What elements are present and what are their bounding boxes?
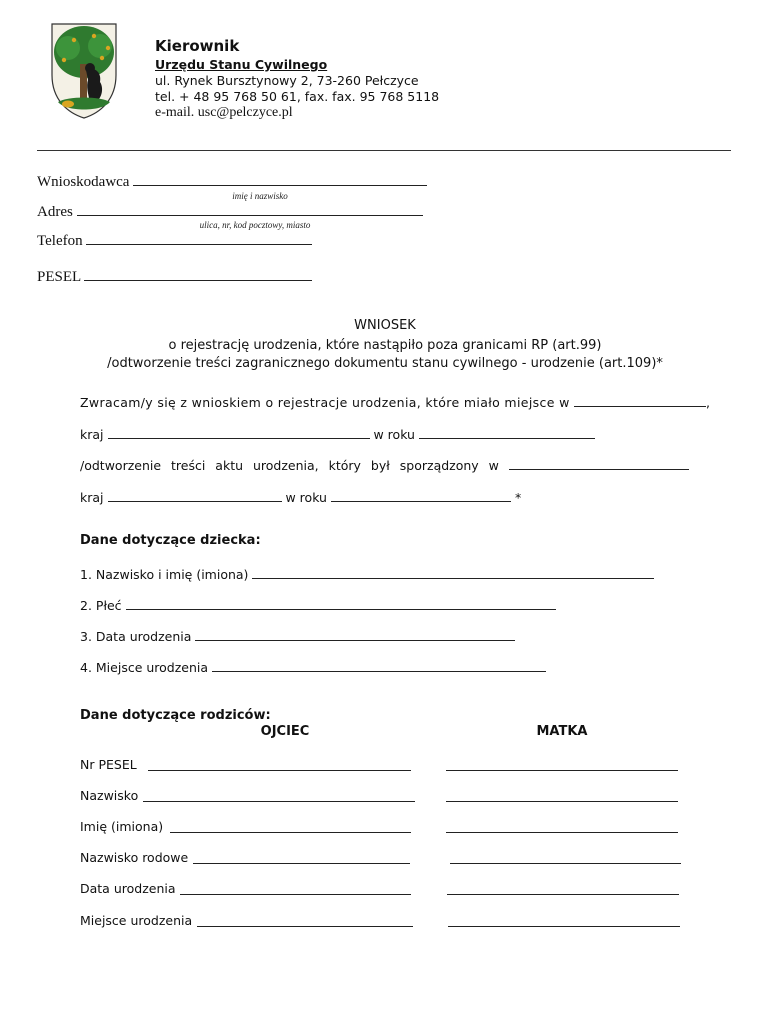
parent-field-label: Nazwisko rodowe [80,850,189,865]
country2-row [80,488,521,505]
child-field-row [80,596,556,613]
mother-field-input[interactable] [447,880,679,895]
mother-field-input[interactable] [448,912,680,927]
mother-column-header: MATKA [536,724,588,739]
year-field[interactable] [419,425,595,439]
mother-field-input[interactable] [450,849,681,864]
child-field-row [80,658,546,675]
child-field-input[interactable] [252,565,654,579]
country2-field[interactable] [108,488,282,502]
child-field-input[interactable] [195,627,515,641]
mother-field-input[interactable] [446,756,678,771]
restore-place-field[interactable] [509,456,689,470]
year-label: w roku [373,427,415,442]
country-label: kraj [80,427,104,442]
mother-field-input[interactable] [446,787,678,802]
applicant-phone-field[interactable] [86,231,312,245]
mother-field-input[interactable] [446,818,678,833]
request-text: Zwracam/y się z wnioskiem o rejestracje urodzenia, które miało miejsce w [80,395,570,410]
request-comma: , [706,395,711,410]
applicant-pesel-row [37,267,312,286]
asterisk-note: * [514,490,522,505]
request-place-field[interactable] [574,393,706,407]
parent-field-row [80,819,163,834]
applicant-phone-row [37,231,312,250]
header-divider [37,150,731,151]
applicant-pesel-label: PESEL [37,269,81,285]
child-field-label: 2. Płeć [80,598,122,613]
header-office: Urzędu Stanu Cywilnego [155,57,328,72]
header-title: Kierownik [155,37,240,55]
applicant-address-label: Adres [37,204,73,220]
applicant-name-caption: imię i nazwisko [232,191,288,201]
father-field-input[interactable] [143,787,415,802]
restore-text: /odtworzenie treści aktu urodzenia, który był sporządzony w [80,458,499,473]
header-phone: tel. + 48 95 768 50 61, fax. fax. 95 768 5118 [155,89,440,104]
father-field-input[interactable] [148,756,411,771]
parent-field-label: Nazwisko [80,788,139,803]
child-field-label: 4. Miejsce urodzenia [80,660,209,675]
parent-field-row [80,881,176,896]
applicant-phone-label: Telefon [37,233,83,249]
parent-field-row [80,788,138,803]
document-subtitle-1: o rejestrację urodzenia, które nastąpiło poza granicami RP (art.99) [168,338,602,353]
applicant-pesel-field[interactable] [84,267,312,281]
child-field-input[interactable] [126,596,556,610]
parents-heading: Dane dotyczące rodziców: [80,708,271,723]
parent-field-label: Nr PESEL [80,757,137,772]
applicant-address-row [37,202,423,221]
applicant-address-field[interactable] [77,202,423,216]
parent-field-row [80,850,188,865]
father-field-input[interactable] [197,912,413,927]
child-field-row [80,565,654,582]
father-field-input[interactable] [180,880,411,895]
coat-of-arms-logo [44,20,124,120]
child-field-input[interactable] [212,658,546,672]
child-field-row [80,627,515,644]
applicant-name-field[interactable] [133,172,427,186]
restore-row [80,456,689,473]
document-title: WNIOSEK [354,318,416,333]
child-field-label: 3. Data urodzenia [80,629,192,644]
parent-field-label: Imię (imiona) [80,819,164,834]
applicant-name-row [37,172,427,191]
father-column-header: OJCIEC [260,724,310,739]
year2-field[interactable] [331,488,511,502]
header-address: ul. Rynek Bursztynowy 2, 73-260 Pełczyce [155,73,419,88]
father-field-input[interactable] [170,818,411,833]
request-row [80,393,710,410]
parent-field-label: Miejsce urodzenia [80,913,193,928]
child-field-label: 1. Nazwisko i imię (imiona) [80,567,249,582]
child-heading: Dane dotyczące dziecka: [80,533,261,548]
year2-label: w roku [285,490,327,505]
header-email: e-mail. usc@pelczyce.pl [155,105,293,120]
parent-field-label: Data urodzenia [80,881,176,896]
applicant-address-caption: ulica, nr, kod pocztowy, miasto [199,220,311,230]
father-field-input[interactable] [193,849,410,864]
parent-field-row [80,913,192,928]
country-row [80,425,595,442]
parent-field-row [80,757,137,772]
country2-label: kraj [80,490,104,505]
document-subtitle-2: /odtworzenie treści zagranicznego dokumentu stanu cywilnego - urodzenie (art.109)* [107,356,663,371]
country-field[interactable] [108,425,370,439]
applicant-name-label: Wnioskodawca [37,174,130,190]
